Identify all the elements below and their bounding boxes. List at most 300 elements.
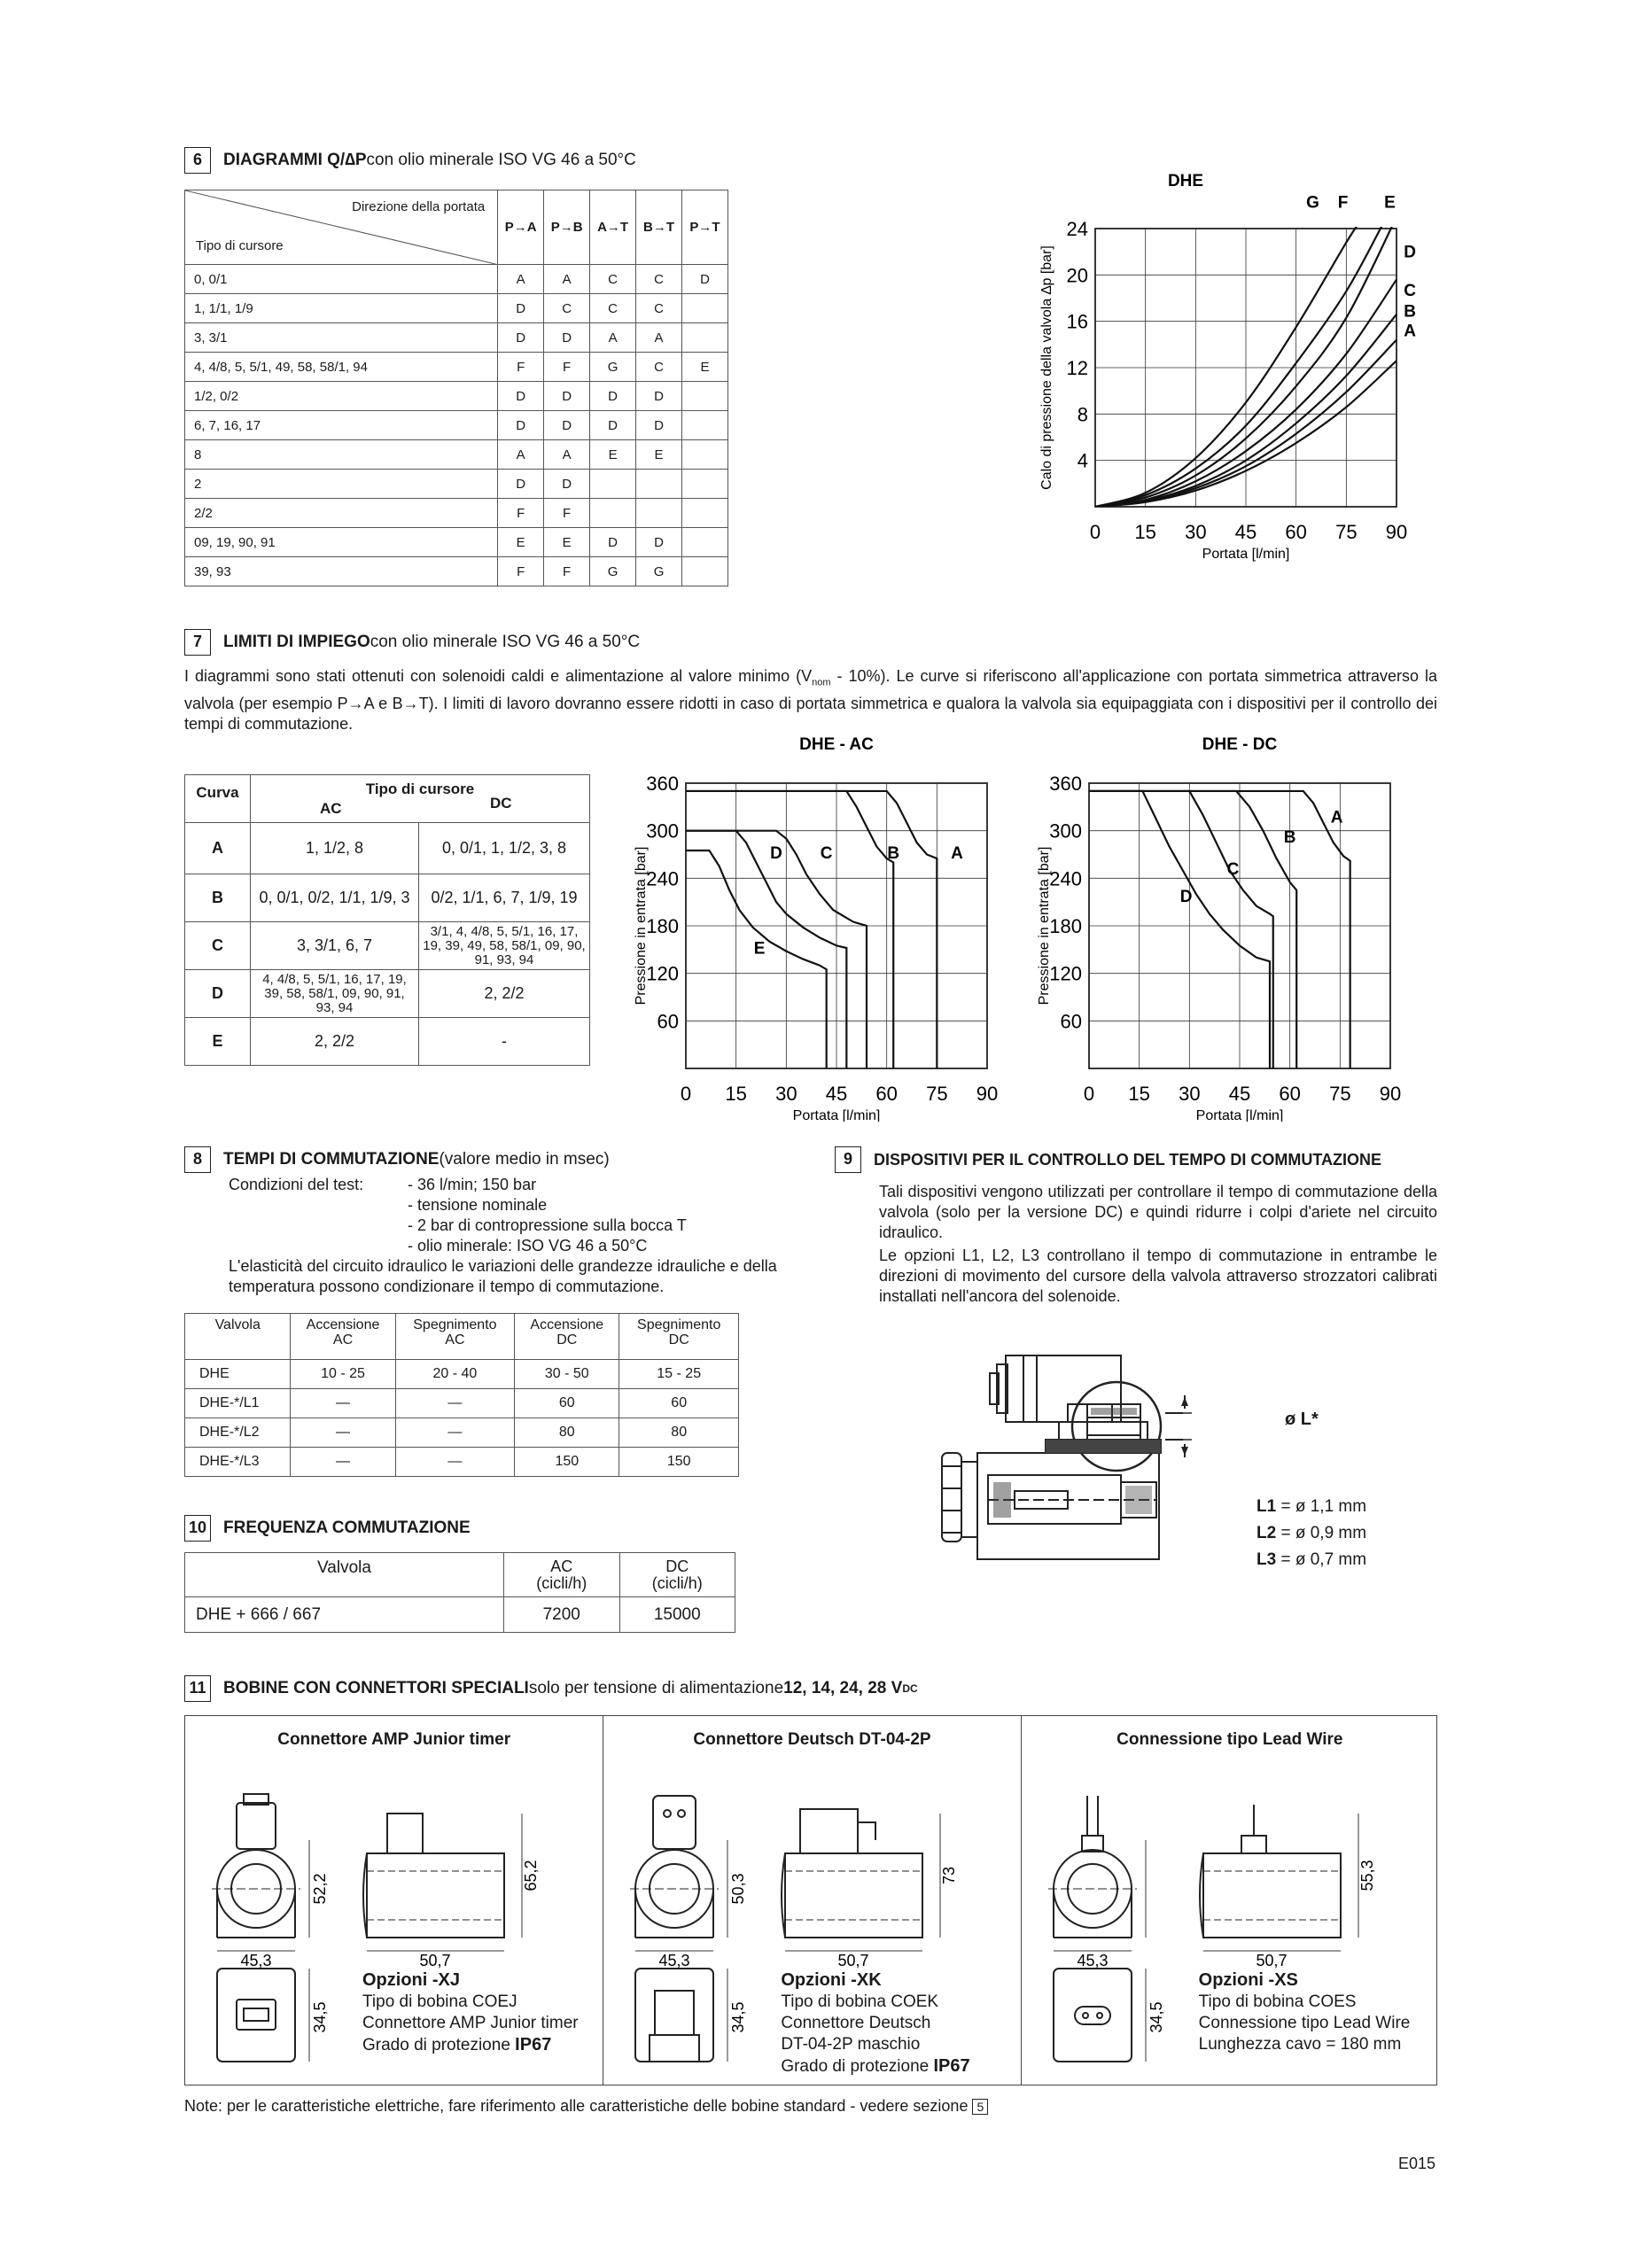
- cell-curve: C: [544, 294, 590, 323]
- col-header-line: DC: [556, 1332, 578, 1348]
- dc-header: DC: [490, 795, 512, 812]
- cell-spool: 6, 7, 16, 17: [185, 411, 498, 440]
- y-tick-label: 8: [1077, 403, 1088, 426]
- table-row: [185, 499, 728, 528]
- coil-panel: [185, 1716, 603, 2085]
- dim-side-width: 50,7: [419, 1952, 451, 1969]
- cell-spool: 09, 19, 90, 91: [185, 528, 498, 557]
- dc-subscript: DC: [902, 1682, 918, 1695]
- footnote-text: Note: per le caratteristiche elettriche, fare riferimento alle caratteristiche delle bobine standard - vedere sezione: [184, 2097, 973, 2115]
- cell-curve: E: [544, 528, 590, 557]
- series-label: E: [1384, 193, 1396, 213]
- option-line: Lunghezza cavo = 180 mm: [1198, 2035, 1402, 2054]
- table-row: [185, 823, 590, 874]
- series-label: G: [1306, 193, 1319, 213]
- ac-spools-cell: 3, 3/1, 6, 7: [251, 922, 419, 970]
- table-cell: DHE-*/L3: [185, 1448, 291, 1477]
- cell-curve: D: [498, 470, 544, 499]
- y-tick-label: 12: [1066, 357, 1088, 379]
- curve-cell: D: [185, 970, 251, 1018]
- table-cell: 10 - 25: [291, 1360, 395, 1389]
- y-tick-label: 360: [646, 773, 679, 795]
- option-line: Connettore Deutsch: [781, 2014, 931, 2032]
- subscript: nom: [812, 677, 831, 688]
- text-part: I diagrammi sono stati ottenuti con solenoidi caldi e alimentazione al valore minimo (V: [184, 667, 813, 685]
- series-line-D: [686, 831, 846, 1068]
- cell-curve: G: [590, 557, 636, 586]
- cell-curve: [636, 470, 682, 499]
- table-row: [185, 528, 728, 557]
- voltage-list: 12, 14, 24, 28 V: [783, 1679, 903, 1697]
- dim-front-height: 52,2: [311, 1873, 329, 1905]
- condition-item: - 2 bar di contropressione sulla bocca T: [408, 1216, 687, 1234]
- section-number: 6: [184, 147, 211, 174]
- section-9-text-1: Tali dispositivi vengono utilizzati per controllare il tempo di commutazione della valvola (solo per la versione DC) e quindi ridurre i colpi d'ariete nel circuito idraulico.: [879, 1183, 1437, 1241]
- cell-curve: F: [544, 499, 590, 528]
- option-code: Opzioni -XS: [1198, 1970, 1298, 1990]
- section-title: FREQUENZA COMMUTAZIONE: [223, 1518, 471, 1537]
- cell-curve: [682, 294, 728, 323]
- dim-front-width: 45,3: [240, 1952, 272, 1969]
- series-label: A: [951, 843, 963, 863]
- flow-direction-label: Direzione della portata: [352, 199, 486, 214]
- y-tick-label: 120: [646, 962, 679, 985]
- protection-label: Grado di protezione: [362, 2036, 516, 2054]
- series-label: B: [887, 843, 900, 863]
- protection-line: [362, 2034, 579, 2056]
- x-tick-label: 90: [976, 1083, 999, 1105]
- ac-spools-cell: 2, 2/2: [251, 1018, 419, 1066]
- cell-curve: [682, 470, 728, 499]
- cell-spool: 0, 0/1: [185, 265, 498, 294]
- cell-curve: D: [498, 323, 544, 353]
- cell-curve: D: [544, 470, 590, 499]
- table-cell: 150: [619, 1448, 739, 1477]
- cell-curve: [682, 323, 728, 353]
- table-row: [185, 323, 728, 353]
- col-header-line: Spegnimento: [637, 1317, 721, 1332]
- y-tick-label: 24: [1066, 218, 1088, 240]
- switching-time-table: [184, 1313, 739, 1477]
- option-line: Tipo di bobina COEJ: [362, 1992, 517, 2011]
- ac-spools-cell: 1, 1/2, 8: [251, 823, 419, 874]
- section-subtitle: solo per tensione di alimentazione: [528, 1679, 784, 1697]
- cell-curve: [590, 470, 636, 499]
- section-8-text: L'elasticità del circuito idraulico le variazioni delle grandezze idrauliche e della temperatura possono condizionare il tempo di commutazione.: [229, 1257, 777, 1295]
- option-line: Connettore AMP Junior timer: [362, 2014, 579, 2032]
- dim-side-width: 50,7: [1256, 1952, 1288, 1969]
- table-row: [185, 874, 590, 922]
- x-tick-label: 45: [1234, 521, 1257, 543]
- table-cell: 30 - 50: [515, 1360, 619, 1389]
- condition-item: - tensione nominale: [408, 1196, 548, 1214]
- chart-title: DHE - AC: [799, 735, 874, 754]
- cell-curve: D: [498, 411, 544, 440]
- x-tick-label: 0: [1083, 1083, 1095, 1105]
- col-header-line: Spegnimento: [413, 1317, 497, 1332]
- cell-curve: D: [682, 265, 728, 294]
- limits-table: [184, 774, 590, 1066]
- coil-panel-title: Connettore Deutsch DT-04-2P: [693, 1730, 931, 1749]
- orifice-code: L2: [1256, 1524, 1277, 1542]
- table-cell: 150: [515, 1448, 619, 1477]
- protection-label: Grado di protezione: [781, 2057, 934, 2076]
- table-row: [185, 382, 728, 411]
- cell-curve: C: [636, 294, 682, 323]
- cell-curve: A: [498, 440, 544, 470]
- orifice-item: [1256, 1494, 1366, 1520]
- orifice-diameter-label: ø L*: [1285, 1410, 1319, 1429]
- chart-grid: [1089, 783, 1390, 1068]
- cell-curve: D: [544, 323, 590, 353]
- y-axis-label: Pressione in entrata [bar]: [1037, 846, 1052, 1006]
- y-tick-label: 360: [1049, 773, 1082, 795]
- coil-panel-title: Connettore AMP Junior timer: [277, 1730, 511, 1749]
- chart-dhe-dc: [1032, 732, 1422, 1122]
- table-cell: 80: [515, 1418, 619, 1448]
- col-header: [291, 1314, 395, 1360]
- protection-line: [781, 2055, 969, 2078]
- x-axis-label: Portata [l/min]: [1195, 1108, 1284, 1122]
- dim-side-height: 65,2: [522, 1860, 540, 1891]
- table-cell: —: [395, 1389, 515, 1418]
- cell-curve: C: [590, 265, 636, 294]
- table-row: [185, 922, 590, 970]
- series-label: D: [1404, 243, 1416, 262]
- solenoid-orifice-drawing: [935, 1342, 1307, 1573]
- series-label: F: [1337, 193, 1349, 213]
- col-header-line: Valvola: [214, 1317, 261, 1332]
- curve-cell: A: [185, 823, 251, 874]
- x-tick-label: 75: [926, 1083, 948, 1105]
- dc-col-header: [619, 1553, 735, 1597]
- section-number: 9: [835, 1146, 861, 1173]
- table-corner-header: [185, 190, 498, 265]
- coil-options: [362, 1969, 579, 2056]
- dc-spools-cell: 0, 0/1, 1, 1/2, 3, 8: [419, 823, 590, 874]
- x-axis-label: Portata [l/min]: [792, 1108, 881, 1122]
- section-title: LIMITI DI IMPIEGO: [223, 633, 370, 651]
- y-axis-label: Calo di pressione della valvola ∆p [bar]: [1039, 245, 1054, 490]
- dc-unit: (cicli/h): [651, 1573, 703, 1592]
- section-title: TEMPI DI COMMUTAZIONE: [223, 1150, 440, 1169]
- cell-curve: C: [590, 294, 636, 323]
- section-title: DIAGRAMMI Q/∆P: [223, 151, 367, 169]
- dim-bottom-height: 34,5: [1147, 2001, 1165, 2033]
- x-tick-label: 60: [1279, 1083, 1301, 1105]
- section-7-text: [184, 666, 1437, 734]
- orifice-diameter: = ø 0,9 mm: [1276, 1524, 1367, 1542]
- section-9-text-2: Le opzioni L1, L2, L3 controllano il tempo di commutazione in entrambe le direzioni di movimento del cursore della valvola attraverso strozzatori calibrati installati nell'ancora del solenoide.: [879, 1247, 1437, 1305]
- orifice-item: [1256, 1520, 1366, 1547]
- ac-col-header: [504, 1553, 620, 1597]
- col-header: [619, 1314, 739, 1360]
- x-tick-label: 90: [1385, 521, 1408, 543]
- table-row: [185, 1360, 739, 1389]
- spool-type-label: Tipo di cursore: [196, 238, 284, 253]
- table-cell: —: [291, 1389, 395, 1418]
- dim-side-width: 50,7: [837, 1952, 869, 1969]
- series-line-C: [1089, 791, 1273, 1068]
- cell-curve: D: [544, 411, 590, 440]
- spool-type-header: [251, 775, 590, 823]
- option-line: Tipo di bobina COEK: [781, 1992, 939, 2011]
- y-tick-label: 300: [1049, 819, 1082, 843]
- dim-bottom-height: 34,5: [729, 2001, 748, 2033]
- table-cell: 20 - 40: [395, 1360, 515, 1389]
- ac-unit: (cicli/h): [536, 1573, 587, 1592]
- cell-curve: A: [544, 440, 590, 470]
- orifice-code: L3: [1256, 1550, 1277, 1569]
- chart-grid: [1095, 229, 1396, 507]
- coil-options: [781, 1969, 969, 2078]
- cell-spool: 1/2, 0/2: [185, 382, 498, 411]
- x-tick-label: 45: [1228, 1083, 1251, 1105]
- x-tick-label: 15: [725, 1083, 747, 1105]
- cell-curve: D: [544, 382, 590, 411]
- table-cell: 60: [619, 1389, 739, 1418]
- cell-curve: E: [636, 440, 682, 470]
- section-11-heading: [184, 1675, 918, 1702]
- table-row: [185, 470, 728, 499]
- valve-cell: DHE + 666 / 667: [185, 1597, 504, 1633]
- series-label: D: [1179, 888, 1193, 907]
- coil-options: [1199, 1969, 1411, 2055]
- chart-dhe: [1028, 168, 1418, 576]
- x-tick-label: 75: [1335, 521, 1358, 543]
- cell-curve: D: [590, 382, 636, 411]
- y-tick-label: 240: [1049, 867, 1082, 890]
- x-tick-label: 60: [875, 1083, 898, 1105]
- cell-curve: A: [544, 265, 590, 294]
- cell-curve: D: [636, 528, 682, 557]
- cell-spool: 2/2: [185, 499, 498, 528]
- table-cell: DHE: [185, 1360, 291, 1389]
- test-conditions-label: Condizioni del test:: [229, 1176, 364, 1193]
- cell-curve: A: [636, 323, 682, 353]
- cell-curve: A: [498, 265, 544, 294]
- x-tick-label: 15: [1128, 1083, 1150, 1105]
- table-row: [185, 1018, 590, 1066]
- valve-col-header: Valvola: [185, 1553, 504, 1597]
- section-title: DISPOSITIVI PER IL CONTROLLO DEL TEMPO DI COMMUTAZIONE: [874, 1150, 1382, 1169]
- series-label: E: [753, 939, 766, 959]
- condition-item: - 36 l/min; 150 bar: [408, 1176, 537, 1193]
- protection-grade: IP67: [933, 2056, 970, 2076]
- cell-curve: F: [498, 353, 544, 382]
- col-header: B→T: [636, 190, 682, 265]
- y-tick-label: 60: [1060, 1010, 1082, 1033]
- table-row: [185, 440, 728, 470]
- cell-curve: F: [498, 499, 544, 528]
- ac-spools-cell: 0, 0/1, 0/2, 1/1, 1/9, 3: [251, 874, 419, 922]
- coil-panel: [603, 1716, 1020, 2085]
- section-ref-box: 5: [972, 2099, 988, 2115]
- spool-flow-table: [184, 190, 728, 586]
- cell-curve: D: [498, 382, 544, 411]
- cell-curve: E: [682, 353, 728, 382]
- col-header: [395, 1314, 515, 1360]
- dim-front-width: 45,3: [1077, 1952, 1109, 1969]
- orifice-list: [1256, 1494, 1366, 1573]
- section-9-heading: [835, 1146, 1381, 1173]
- x-tick-label: 30: [1185, 521, 1207, 543]
- curve-col-header: Curva: [185, 775, 251, 823]
- y-tick-label: 4: [1077, 449, 1088, 472]
- table-cell: —: [395, 1418, 515, 1448]
- footnote: [184, 2097, 988, 2116]
- curve-cell: B: [185, 874, 251, 922]
- page-code: E015: [1398, 2155, 1436, 2172]
- coil-panel: [1021, 1716, 1438, 2085]
- cell-curve: [682, 411, 728, 440]
- series-label: D: [770, 843, 782, 863]
- chart-dhe-ac: [629, 732, 1019, 1122]
- cell-curve: D: [636, 411, 682, 440]
- curve-cell: C: [185, 922, 251, 970]
- dc-spools-cell: 3/1, 4, 4/8, 5, 5/1, 16, 17, 19, 39, 49, 58, 58/1, 09, 90, 91, 93, 94: [419, 922, 590, 970]
- col-header: P→T: [682, 190, 728, 265]
- dc-spools-cell: 0/2, 1/1, 6, 7, 1/9, 19: [419, 874, 590, 922]
- cell-curve: [682, 382, 728, 411]
- cell-curve: [636, 499, 682, 528]
- y-tick-label: 20: [1066, 264, 1088, 287]
- dim-side-height: 73: [940, 1866, 959, 1885]
- curve-cell: E: [185, 1018, 251, 1066]
- table-cell: —: [395, 1448, 515, 1477]
- table-cell: —: [291, 1418, 395, 1448]
- table-row: [185, 411, 728, 440]
- condition-item: - olio minerale: ISO VG 46 a 50°C: [408, 1237, 648, 1254]
- section-6-heading: [184, 147, 636, 174]
- series-label: C: [820, 843, 833, 863]
- cell-curve: D: [636, 382, 682, 411]
- ac-header: AC: [320, 800, 342, 817]
- x-tick-label: 0: [680, 1083, 692, 1105]
- dim-front-width: 45,3: [658, 1952, 690, 1969]
- option-code: Opzioni -XK: [781, 1970, 882, 1990]
- x-tick-label: 30: [775, 1083, 797, 1105]
- series-label: B: [1404, 302, 1416, 322]
- cell-spool: 4, 4/8, 5, 5/1, 49, 58, 58/1, 94: [185, 353, 498, 382]
- cell-curve: [682, 499, 728, 528]
- cell-curve: [682, 557, 728, 586]
- chart-title: DHE - DC: [1202, 735, 1278, 754]
- dim-side-height: 55,3: [1358, 1860, 1376, 1891]
- section-subtitle: (valore medio in msec): [439, 1150, 610, 1169]
- col-header-line: DC: [668, 1332, 689, 1348]
- series-line-A: [1089, 791, 1350, 1068]
- option-line: Tipo di bobina COES: [1198, 1992, 1357, 2011]
- table-cell: 15 - 25: [619, 1360, 739, 1389]
- y-axis-label: Pressione in entrata [bar]: [634, 846, 649, 1006]
- dc-cell: 15000: [619, 1597, 735, 1633]
- cell-curve: G: [590, 353, 636, 382]
- cell-curve: D: [590, 411, 636, 440]
- cell-curve: [682, 440, 728, 470]
- test-conditions-list: [408, 1175, 687, 1256]
- section-number: 10: [184, 1515, 211, 1542]
- section-10-heading: [184, 1515, 471, 1542]
- dc-spools-cell: 2, 2/2: [419, 970, 590, 1018]
- cell-curve: C: [636, 265, 682, 294]
- y-tick-label: 120: [1049, 962, 1082, 985]
- table-cell: 60: [515, 1389, 619, 1418]
- cell-spool: 1, 1/1, 1/9: [185, 294, 498, 323]
- table-row: [185, 265, 728, 294]
- special-coils-box: [184, 1715, 1437, 2085]
- cell-spool: 39, 93: [185, 557, 498, 586]
- orifice-code: L1: [1256, 1497, 1277, 1516]
- dim-front-height: 50,3: [729, 1873, 748, 1905]
- protection-grade: IP67: [515, 2035, 552, 2054]
- col-header-line: Accensione: [530, 1317, 604, 1332]
- section-8-heading: [184, 1146, 610, 1173]
- y-tick-label: 180: [646, 915, 679, 937]
- table-cell: —: [291, 1448, 395, 1477]
- cell-spool: 3, 3/1: [185, 323, 498, 353]
- y-tick-label: 300: [646, 819, 679, 843]
- x-tick-label: 75: [1329, 1083, 1351, 1105]
- table-row: [185, 1418, 739, 1448]
- section-title: BOBINE CON CONNETTORI SPECIALI: [223, 1679, 529, 1697]
- text-part: - 10%). Le curve si riferiscono all'applicazione con portata simmetrica attraverso la valvola (per esempio P→A e B→T). I limiti di lavoro dovranno essere ridotti in caso di portata simmetrica e qualora la valvola sia equipaggiata con i dispositivi per il controllo dei tempi di commutazione.: [184, 667, 1438, 733]
- spool-type-title: Tipo di cursore: [365, 781, 475, 797]
- col-header-line: AC: [332, 1332, 354, 1348]
- option-code: Opzioni -XJ: [362, 1970, 460, 1990]
- x-axis-label: Portata [l/min]: [1202, 547, 1290, 562]
- cell-curve: [682, 528, 728, 557]
- col-header-line: AC: [445, 1332, 465, 1348]
- orifice-diameter: = ø 1,1 mm: [1276, 1497, 1367, 1516]
- cell-curve: F: [498, 557, 544, 586]
- y-tick-label: 240: [646, 867, 679, 890]
- chart-grid: [686, 783, 987, 1068]
- table-cell: DHE-*/L2: [185, 1418, 291, 1448]
- frequency-table: [184, 1552, 735, 1633]
- series-label: A: [1330, 808, 1343, 827]
- table-row: [185, 353, 728, 382]
- cell-curve: C: [636, 353, 682, 382]
- section-number: 8: [184, 1146, 211, 1173]
- option-line: DT-04-2P maschio: [781, 2035, 921, 2054]
- x-tick-label: 60: [1285, 521, 1307, 543]
- y-tick-label: 16: [1066, 310, 1088, 333]
- cell-curve: A: [590, 323, 636, 353]
- series-line-B: [686, 791, 893, 1068]
- x-tick-label: 45: [825, 1083, 848, 1105]
- table-row: [185, 557, 728, 586]
- x-tick-label: 0: [1089, 521, 1101, 543]
- cell-curve: [590, 499, 636, 528]
- dc-spools-cell: -: [419, 1018, 590, 1066]
- col-header: [515, 1314, 619, 1360]
- ac-cell: 7200: [504, 1597, 620, 1633]
- section-subtitle: con olio minerale ISO VG 46 a 50°C: [370, 633, 641, 651]
- series-line-E: [686, 850, 827, 1068]
- table-cell: 80: [619, 1418, 739, 1448]
- col-header: P→A: [498, 190, 544, 265]
- x-tick-label: 30: [1179, 1083, 1201, 1105]
- coil-panel-title: Connessione tipo Lead Wire: [1116, 1730, 1343, 1749]
- cell-curve: F: [544, 353, 590, 382]
- col-header: A→T: [590, 190, 636, 265]
- series-label: B: [1283, 828, 1296, 848]
- orifice-diameter: = ø 0,7 mm: [1276, 1550, 1367, 1569]
- cell-curve: E: [590, 440, 636, 470]
- y-tick-label: 180: [1049, 915, 1082, 937]
- table-row: [185, 294, 728, 323]
